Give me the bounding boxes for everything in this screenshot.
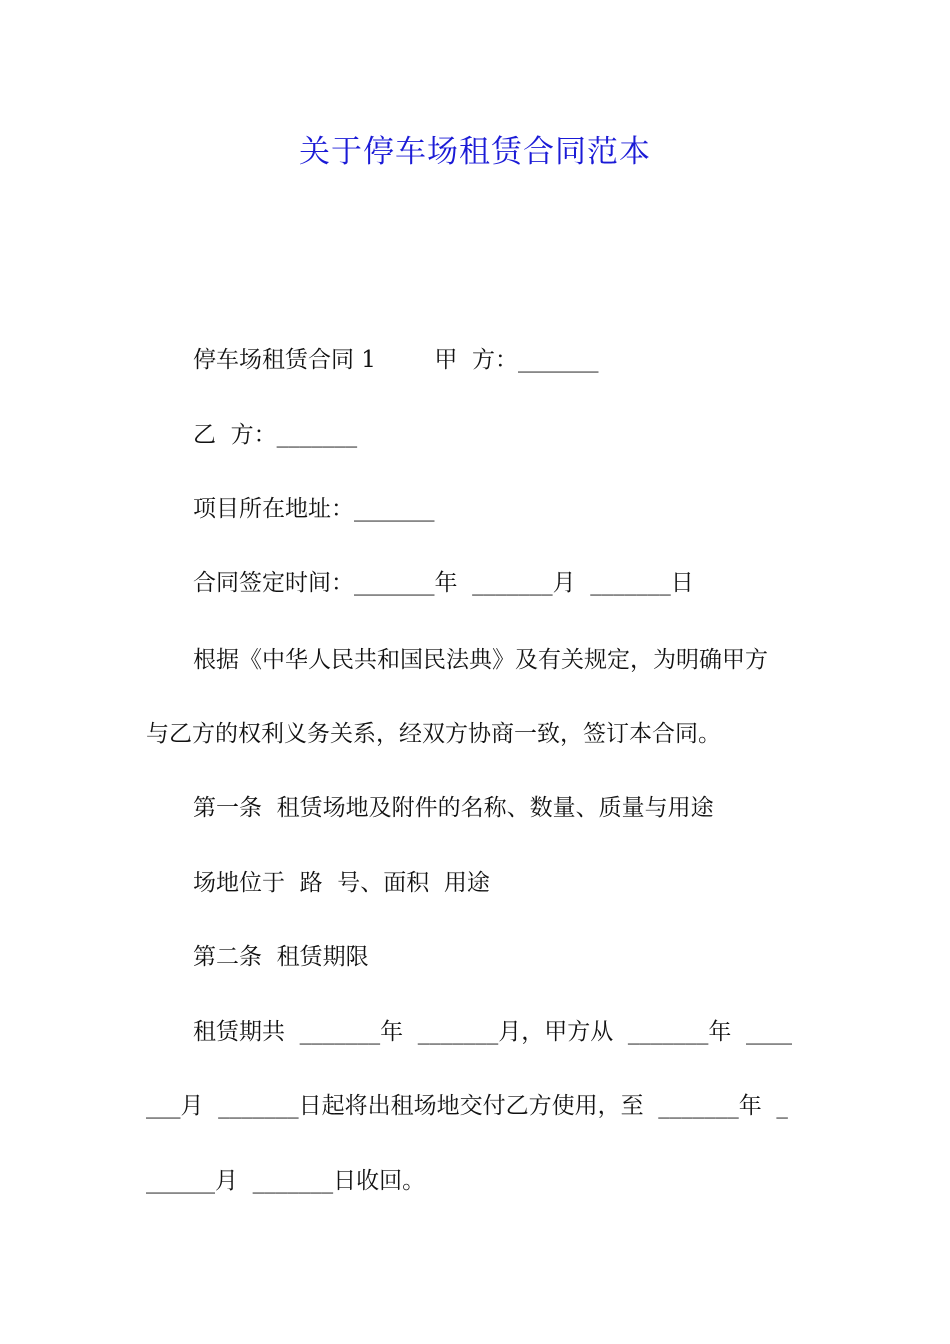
- project-address-line: 项目所在地址：_______: [193, 496, 435, 522]
- site-location-line: 场地位于 路 号、面积 用途: [193, 870, 490, 896]
- document-title: 关于停车场租赁合同范本: [299, 134, 651, 170]
- preamble-line-2: 与乙方的权利义务关系，经双方协商一致，签订本合同。: [146, 721, 721, 747]
- article-1-heading: 第一条 租赁场地及附件的名称、数量、质量与用途: [193, 795, 714, 821]
- signing-date-line: 合同签定时间：_______年 _______月 _______日: [193, 570, 694, 596]
- lease-term-line-3: ______月 _______日收回。: [146, 1168, 426, 1194]
- lease-term-line-2: ___月 _______日起将出租场地交付乙方使用，至 _______年 _: [146, 1093, 788, 1119]
- party-a-line: 停车场租赁合同 1 甲 方：_______: [193, 347, 599, 373]
- preamble-line-1: 根据《中华人民共和国民法典》及有关规定，为明确甲方: [193, 647, 768, 673]
- party-b-line: 乙 方：_______: [193, 422, 358, 448]
- lease-term-line-1: 租赁期共 _______年 _______月，甲方从 _______年 ____: [193, 1019, 792, 1045]
- article-2-heading: 第二条 租赁期限: [193, 944, 369, 970]
